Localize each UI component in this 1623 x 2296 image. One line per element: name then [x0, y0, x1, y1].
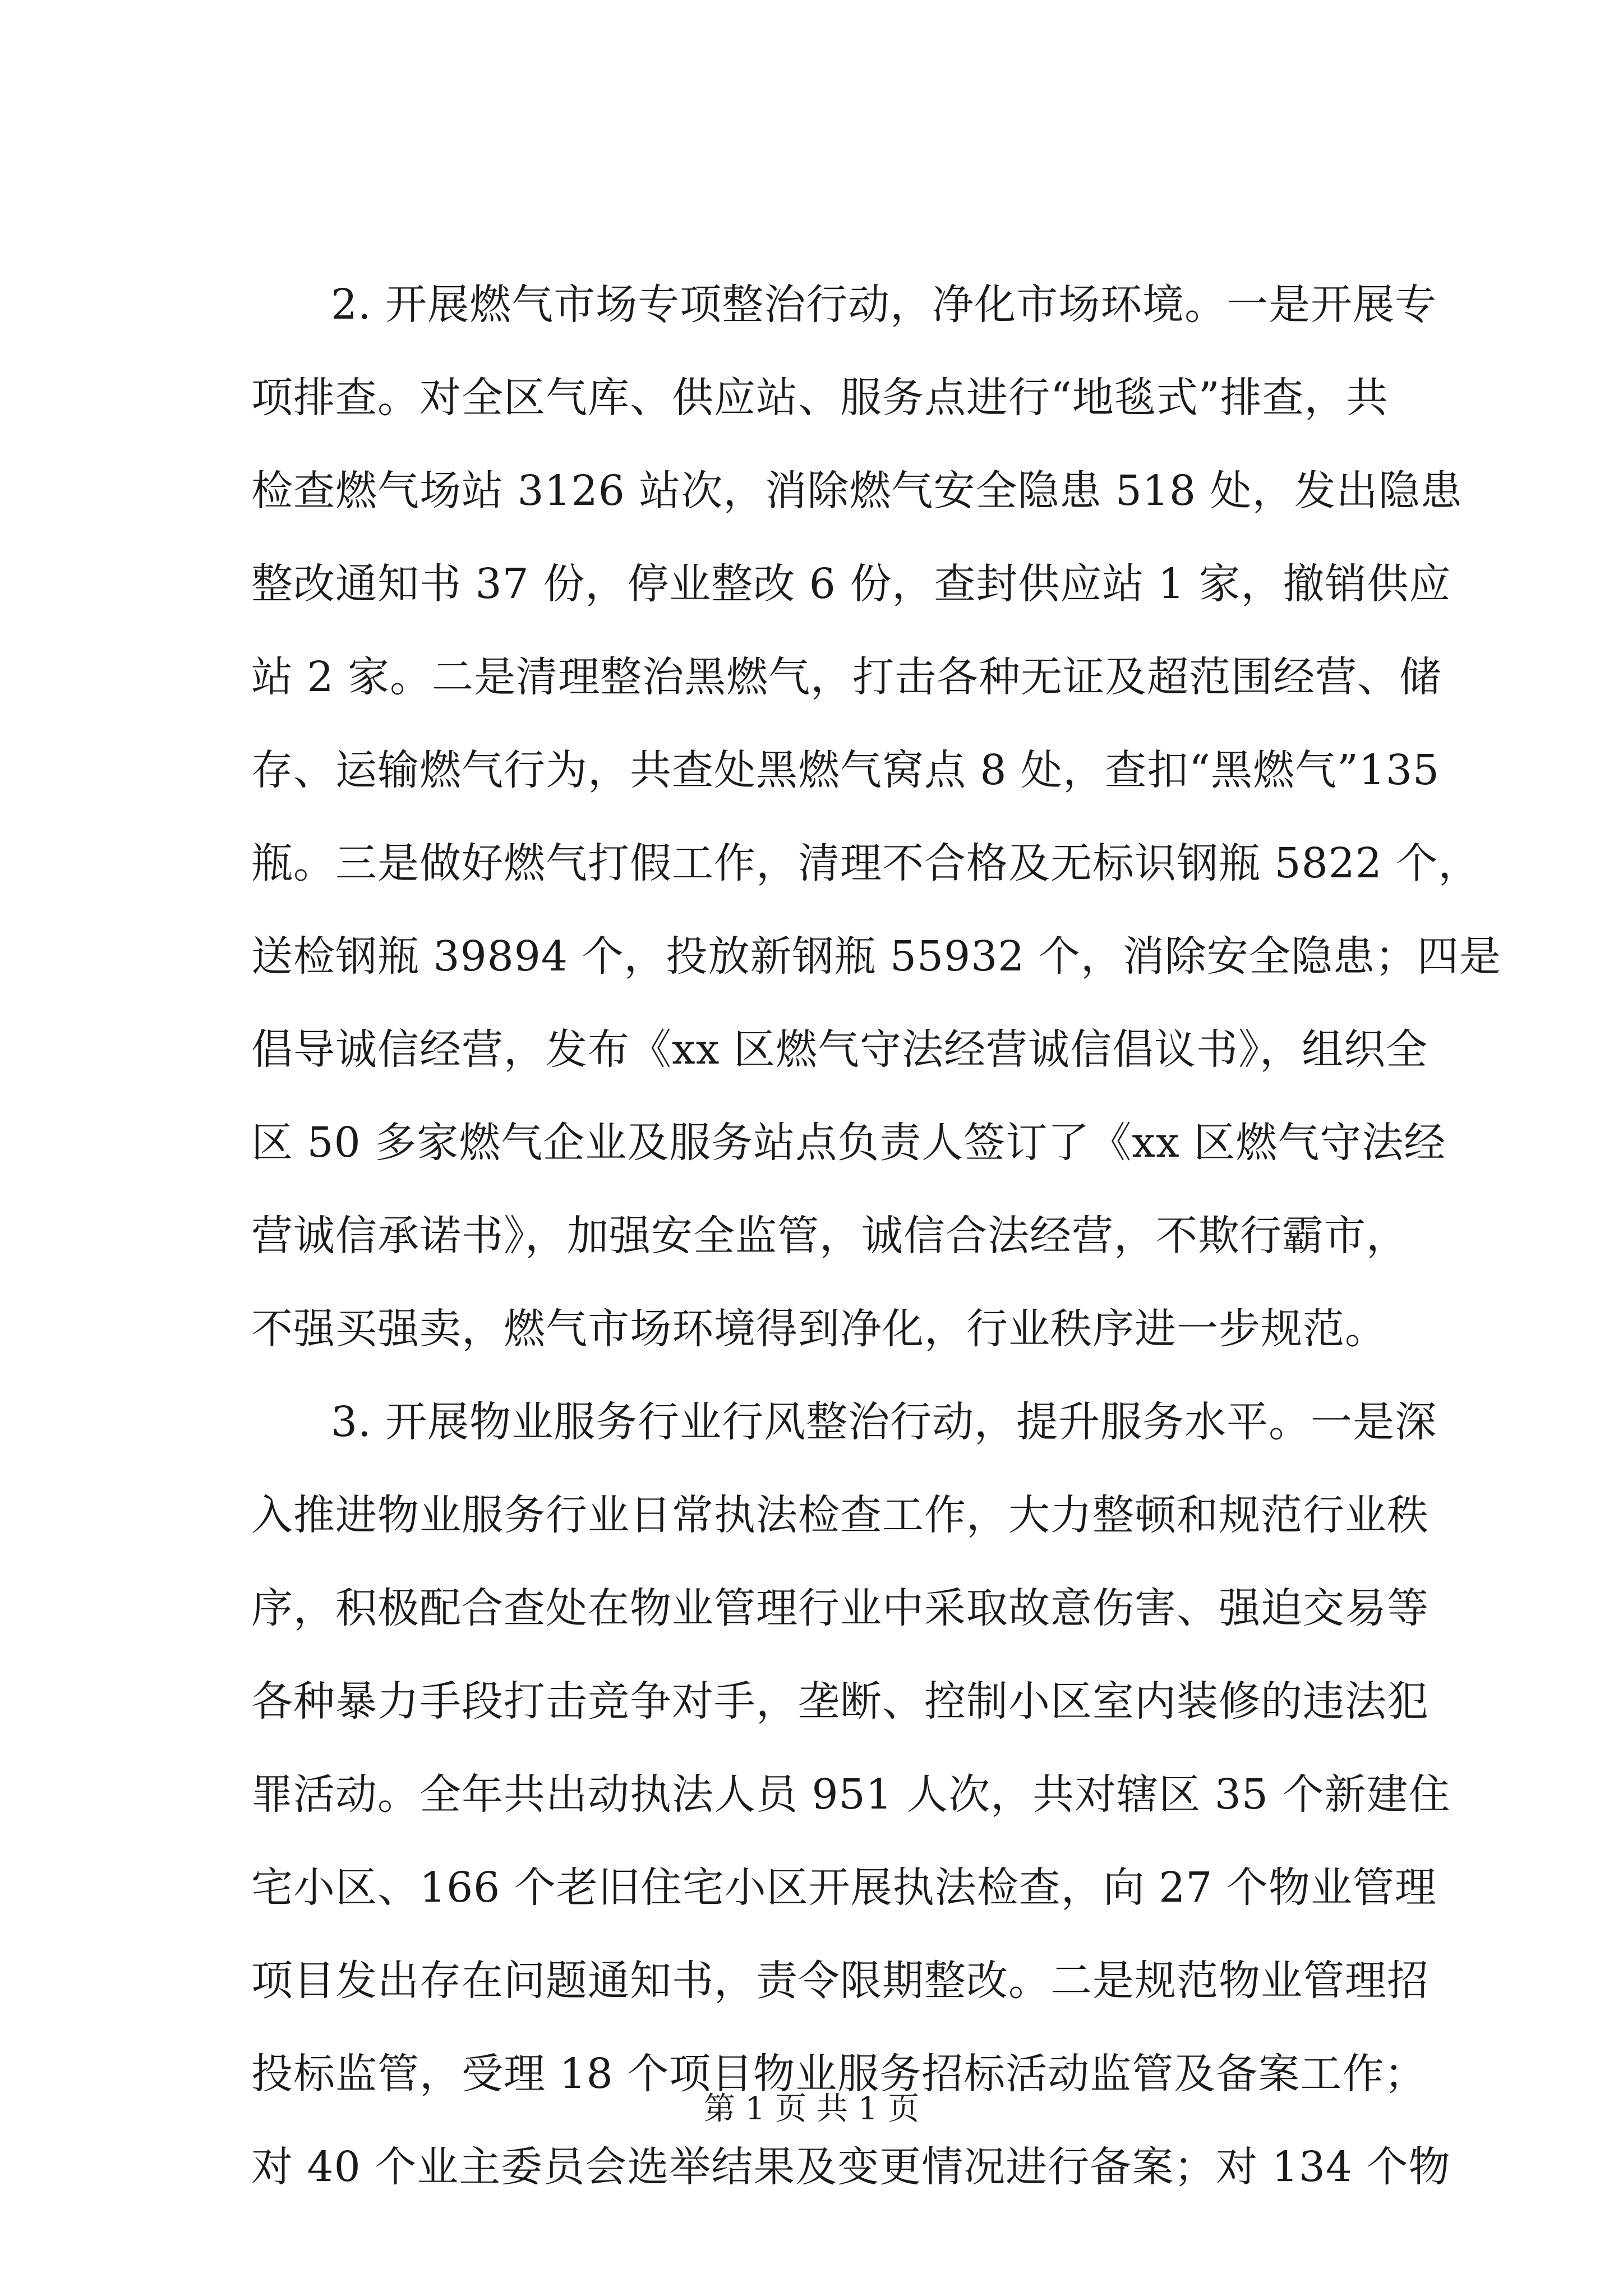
- text-line: 送检钢瓶 39894 个，投放新钢瓶 55932 个，消除安全隐患；四是: [251, 932, 1501, 981]
- text-line: 各种暴力手段打击竞争对手，垄断、控制小区室内装修的违法犯: [251, 1677, 1429, 1726]
- text-line: 投标监管，受理 18 个项目物业服务招标活动监管及备案工作；: [251, 2050, 1427, 2098]
- text-line: 入推进物业服务行业日常执法检查工作，大力整顿和规范行业秩: [251, 1491, 1429, 1539]
- text-line: 存、运输燃气行为，共查处黑燃气窝点 8 处，查扣“黑燃气”135: [251, 746, 1440, 794]
- document-body: [251, 258, 1501, 2214]
- text-line: 项排查。对全区气库、供应站、服务点进行“地毯式”排查，共: [251, 374, 1389, 422]
- text-line: 区 50 多家燃气企业及服务站点负责人签订了《xx 区燃气守法经: [251, 1119, 1446, 1167]
- text-line: 序，积极配合查处在物业管理行业中采取故意伤害、强迫交易等: [251, 1584, 1429, 1632]
- text-line: 罪活动。全年共出动执法人员 951 人次，共对辖区 35 个新建住: [251, 1770, 1451, 1819]
- text-line: 不强买强卖，燃气市场环境得到净化，行业秩序进一步规范。: [251, 1305, 1387, 1353]
- text-line: 整改通知书 37 份，停业整改 6 份，查封供应站 1 家，撤销供应: [251, 560, 1451, 608]
- text-line: 宅小区、166 个老旧住宅小区开展执法检查，向 27 个物业管理: [251, 1864, 1437, 1912]
- paragraph-2: [251, 258, 1501, 1375]
- page-footer: 第 1 页 共 1 页: [703, 2091, 920, 2127]
- text-line: 2. 开展燃气市场专项整治行动，净化市场环境。一是开展专: [331, 280, 1437, 329]
- text-line: 营诚信承诺书》，加强安全监管，诚信合法经营，不欺行霸市，: [251, 1212, 1408, 1260]
- text-line: 瓶。三是做好燃气打假工作，清理不合格及无标识钢瓶 5822 个，: [251, 839, 1481, 887]
- text-line: 倡导诚信经营，发布《xx 区燃气守法经营诚信倡议书》，组织全: [251, 1025, 1428, 1074]
- text-line: 项目发出存在问题通知书，责令限期整改。二是规范物业管理招: [251, 1957, 1429, 2005]
- text-line: 站 2 家。二是清理整治黑燃气，打击各种无证及超范围经营、储: [251, 653, 1442, 701]
- text-line: 3. 开展物业服务行业行风整治行动，提升服务水平。一是深: [331, 1398, 1437, 1446]
- text-line: 检查燃气场站 3126 站次，消除燃气安全隐患 518 处，发出隐患: [251, 467, 1463, 515]
- text-line: 对 40 个业主委员会选举结果及变更情况进行备案；对 134 个物: [251, 2143, 1451, 2191]
